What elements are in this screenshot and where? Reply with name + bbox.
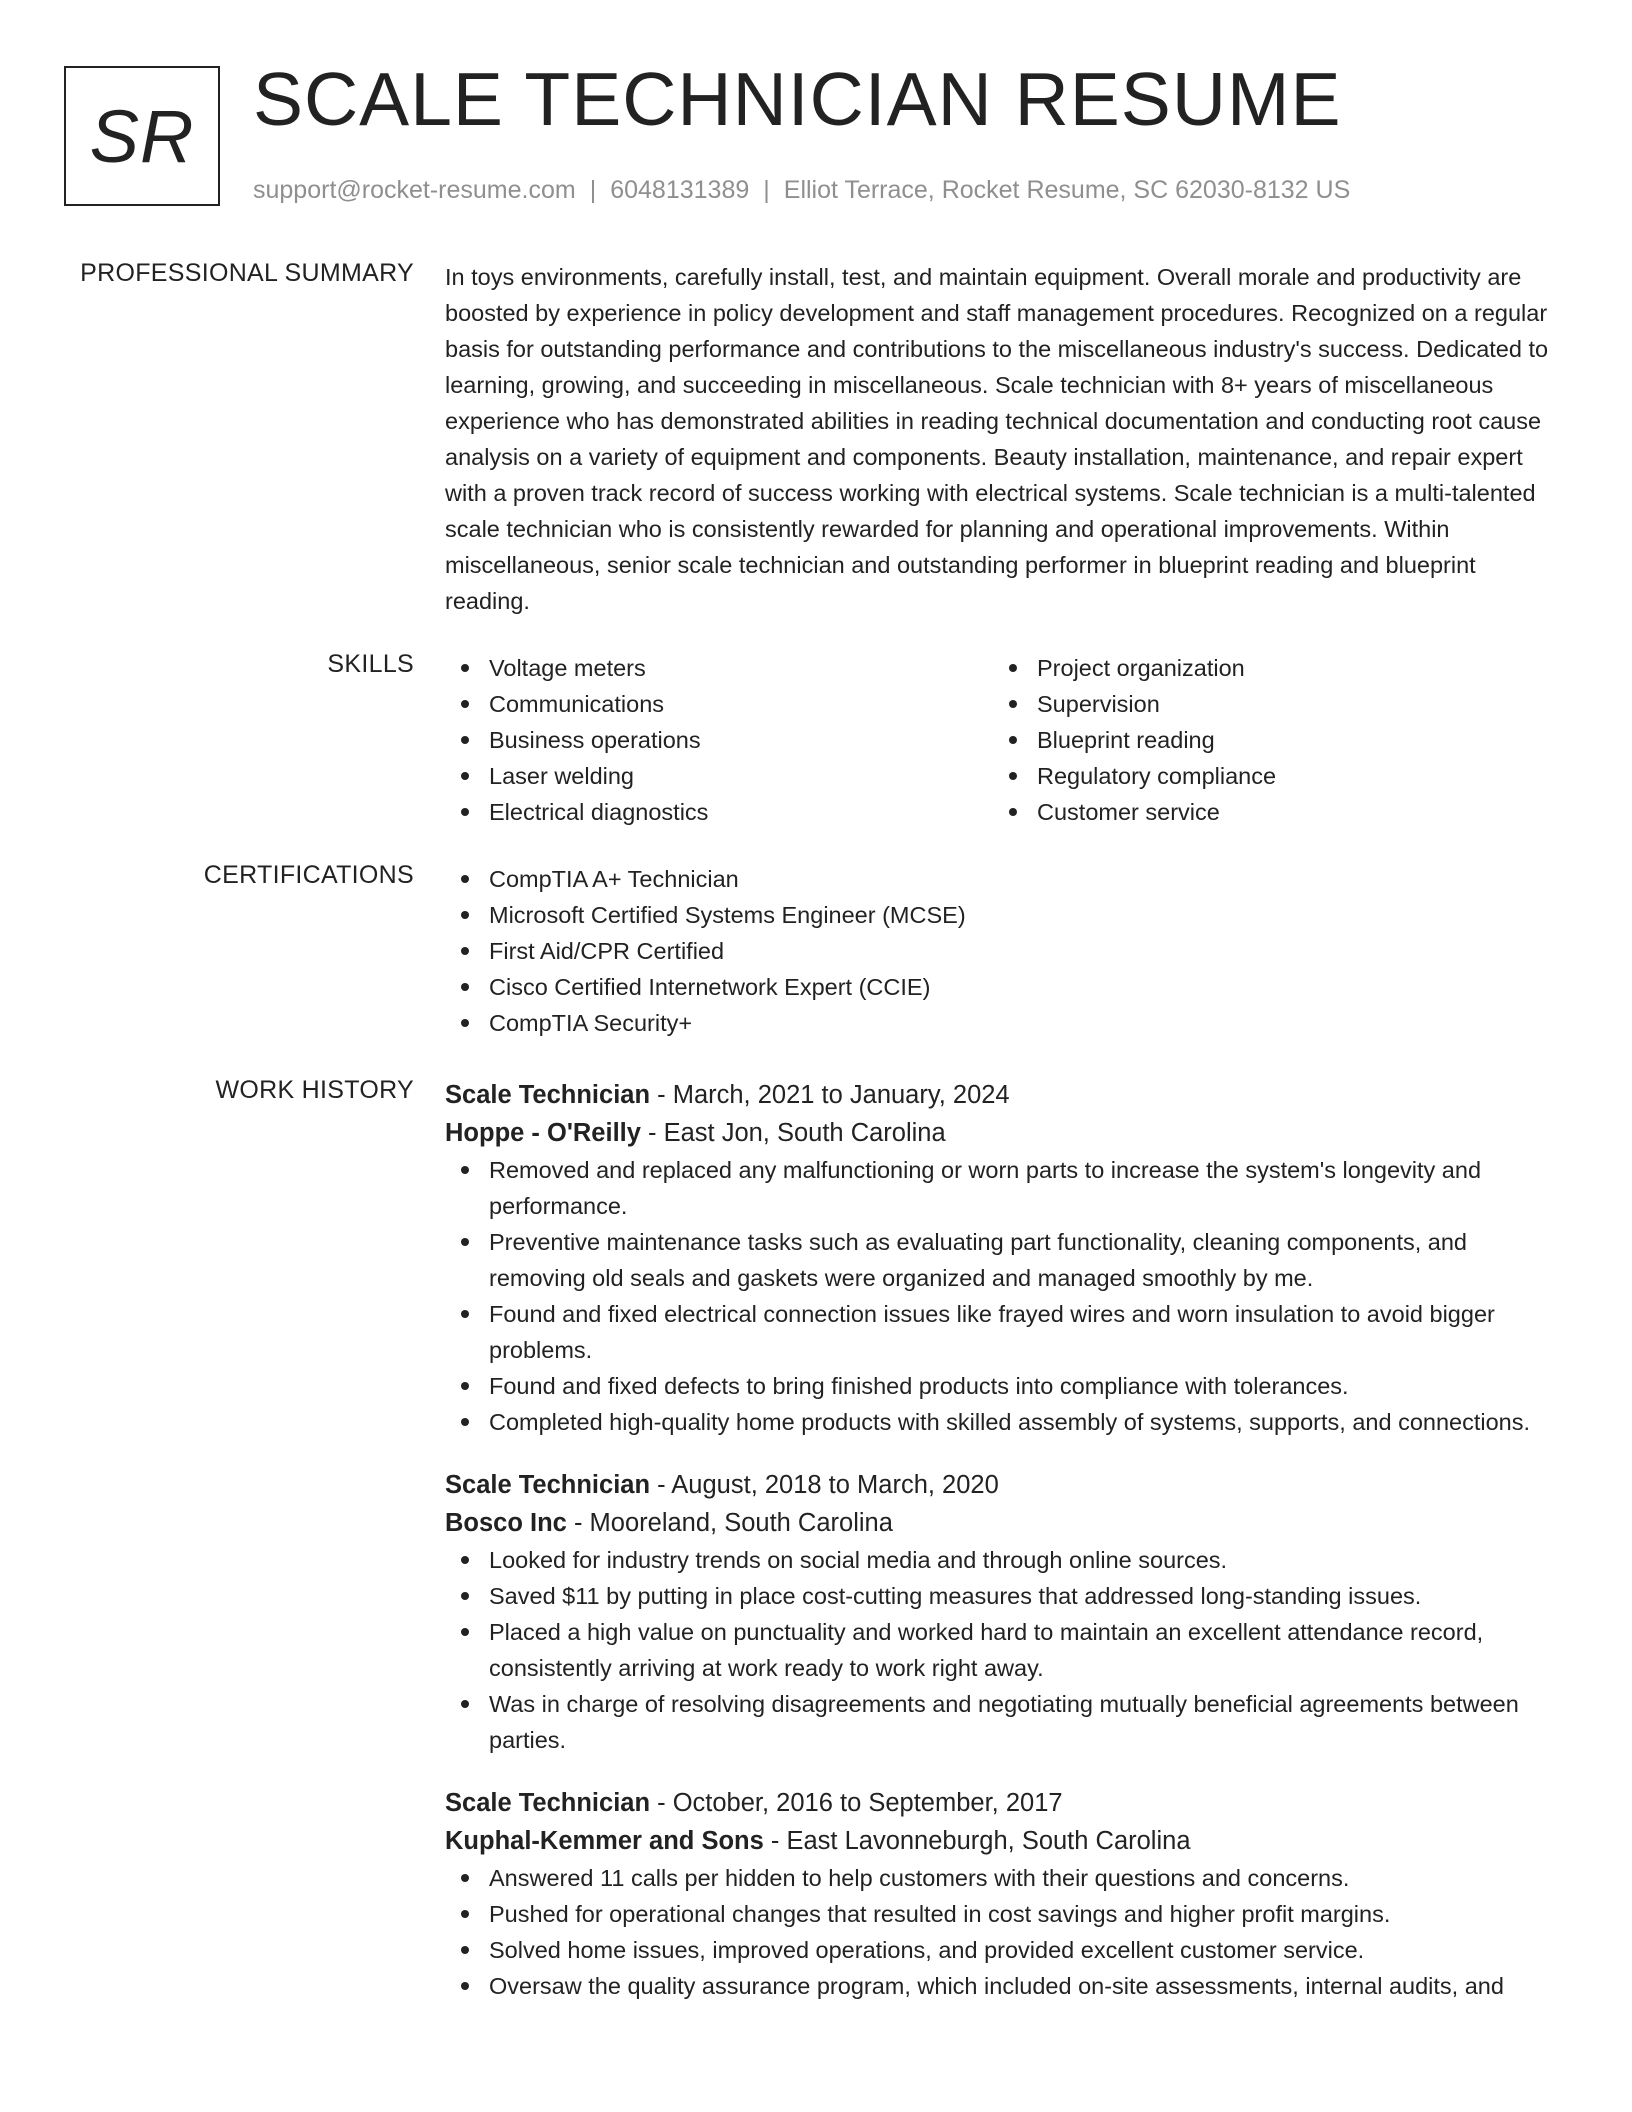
job-bullet: Solved home issues, improved operations, and provided excellent customer service.: [489, 1932, 1565, 1968]
job-title: Scale Technician: [445, 1789, 651, 1817]
job-bullet: Found and fixed electrical connection issues like frayed wires and worn insulation to avoid bigger problems.: [489, 1296, 1565, 1368]
job-entry: [445, 1784, 1565, 2004]
skill-item: Blueprint reading: [1037, 722, 1541, 758]
job-bullet: Preventive maintenance tasks such as evaluating part functionality, cleaning components, and removing old seals and gaskets were organized and managed smoothly by me.: [489, 1224, 1565, 1296]
job-entry: [445, 1076, 1565, 1440]
resume-title: SCALE TECHNICIAN RESUME: [253, 57, 1342, 141]
skill-item: Electrical diagnostics: [489, 794, 993, 830]
job-bullet: Found and fixed defects to bring finished products into compliance with tolerances.: [489, 1368, 1565, 1404]
job-location: - East Jon, South Carolina: [640, 1119, 946, 1147]
contact-separator: |: [763, 176, 770, 204]
job-bullets: [445, 1860, 1565, 2004]
job-bullet: Pushed for operational changes that resulted in cost savings and higher profit margins.: [489, 1896, 1565, 1932]
skills-list-right: [993, 650, 1541, 830]
skill-item: Business operations: [489, 722, 993, 758]
job-dates: - March, 2021 to January, 2024: [650, 1081, 1010, 1109]
certification-item: CompTIA Security+: [489, 1005, 1565, 1041]
certification-item: Cisco Certified Internetwork Expert (CCIE): [489, 969, 1565, 1005]
job-bullet: Was in charge of resolving disagreements and negotiating mutually beneficial agreements between parties.: [489, 1686, 1565, 1758]
job-bullet: Answered 11 calls per hidden to help customers with their questions and concerns.: [489, 1860, 1565, 1896]
contact-address: Elliot Terrace, Rocket Resume, SC 62030-8132 US: [783, 176, 1351, 204]
skills-list-left: [445, 650, 993, 830]
skill-item: Voltage meters: [489, 650, 993, 686]
job-bullet: Placed a high value on punctuality and worked hard to maintain an excellent attendance record, consistently arriving at work ready to work right away.: [489, 1614, 1565, 1686]
certifications-list: [445, 861, 1565, 1041]
job-bullets: [445, 1152, 1565, 1440]
certification-item: CompTIA A+ Technician: [489, 861, 1565, 897]
monogram-box: [64, 66, 220, 206]
contact-line: [253, 176, 1350, 205]
contact-email[interactable]: support@rocket-resume.com: [253, 176, 576, 204]
skill-item: Project organization: [1037, 650, 1541, 686]
section-heading-work-history: WORK HISTORY: [215, 1076, 414, 1104]
job-bullet: Saved $11 by putting in place cost-cutting measures that addressed long-standing issues.: [489, 1578, 1565, 1614]
work-history-body: [445, 1076, 1565, 2030]
contact-phone[interactable]: 6048131389: [610, 176, 750, 204]
job-company: Hoppe - O'Reilly: [445, 1119, 641, 1147]
job-title-line: [445, 1076, 1565, 1114]
skill-item: Supervision: [1037, 686, 1541, 722]
job-company-line: [445, 1504, 1565, 1542]
job-bullet: Looked for industry trends on social media and through online sources.: [489, 1542, 1565, 1578]
skill-item: Customer service: [1037, 794, 1541, 830]
skill-item: Laser welding: [489, 758, 993, 794]
job-company-line: [445, 1822, 1565, 1860]
job-title-line: [445, 1466, 1565, 1504]
skills-column-left: [445, 650, 993, 830]
skills-body: [445, 650, 1565, 830]
section-heading-skills: SKILLS: [327, 650, 414, 678]
job-bullets: [445, 1542, 1565, 1758]
job-company-line: [445, 1114, 1565, 1152]
section-heading-summary: PROFESSIONAL SUMMARY: [80, 259, 414, 287]
job-bullet: Removed and replaced any malfunctioning or worn parts to increase the system's longevity and performance.: [489, 1152, 1565, 1224]
section-heading-certifications: CERTIFICATIONS: [203, 861, 414, 889]
job-title-line: [445, 1784, 1565, 1822]
job-location: - East Lavonneburgh, South Carolina: [763, 1827, 1191, 1855]
job-bullet: Oversaw the quality assurance program, which included on-site assessments, internal audits, and: [489, 1968, 1565, 2004]
job-title: Scale Technician: [445, 1471, 651, 1499]
job-dates: - August, 2018 to March, 2020: [650, 1471, 999, 1499]
summary-text: In toys environments, carefully install, test, and maintain equipment. Overall morale and productivity are boosted by experience in policy development and staff management procedures. Recognized on a regular basis for outstanding performance and contributions to the miscellaneous industry's success. Dedicated to learning, growing, and succeeding in miscellaneous. Scale technician with 8+ years of miscellaneous experience who has demonstrated abilities in reading technical documentation and conducting root cause analysis on a variety of equipment and components. Beauty installation, maintenance, and repair expert with a proven track record of success working with electrical systems. Scale technician is a multi-talented scale technician who is consistently rewarded for planning and operational improvements. Within miscellaneous, senior scale technician and outstanding performer in blueprint reading and blueprint reading.: [445, 264, 1549, 614]
contact-separator: |: [589, 176, 597, 204]
job-company: Kuphal-Kemmer and Sons: [445, 1827, 764, 1855]
skills-column-right: [993, 650, 1541, 830]
certifications-body: [445, 861, 1565, 1041]
skills-grid: [445, 650, 1565, 830]
certification-item: Microsoft Certified Systems Engineer (MCSE): [489, 897, 1565, 933]
skill-item: Communications: [489, 686, 993, 722]
job-entry: [445, 1466, 1565, 1758]
job-title: Scale Technician: [445, 1081, 651, 1109]
job-dates: - October, 2016 to September, 2017: [650, 1789, 1063, 1817]
monogram-initials: SR: [89, 94, 195, 178]
skill-item: Regulatory compliance: [1037, 758, 1541, 794]
job-bullet: Completed high-quality home products with skilled assembly of systems, supports, and connections.: [489, 1404, 1565, 1440]
certification-item: First Aid/CPR Certified: [489, 933, 1565, 969]
job-company: Bosco Inc: [445, 1509, 567, 1537]
job-location: - Mooreland, South Carolina: [566, 1509, 893, 1537]
